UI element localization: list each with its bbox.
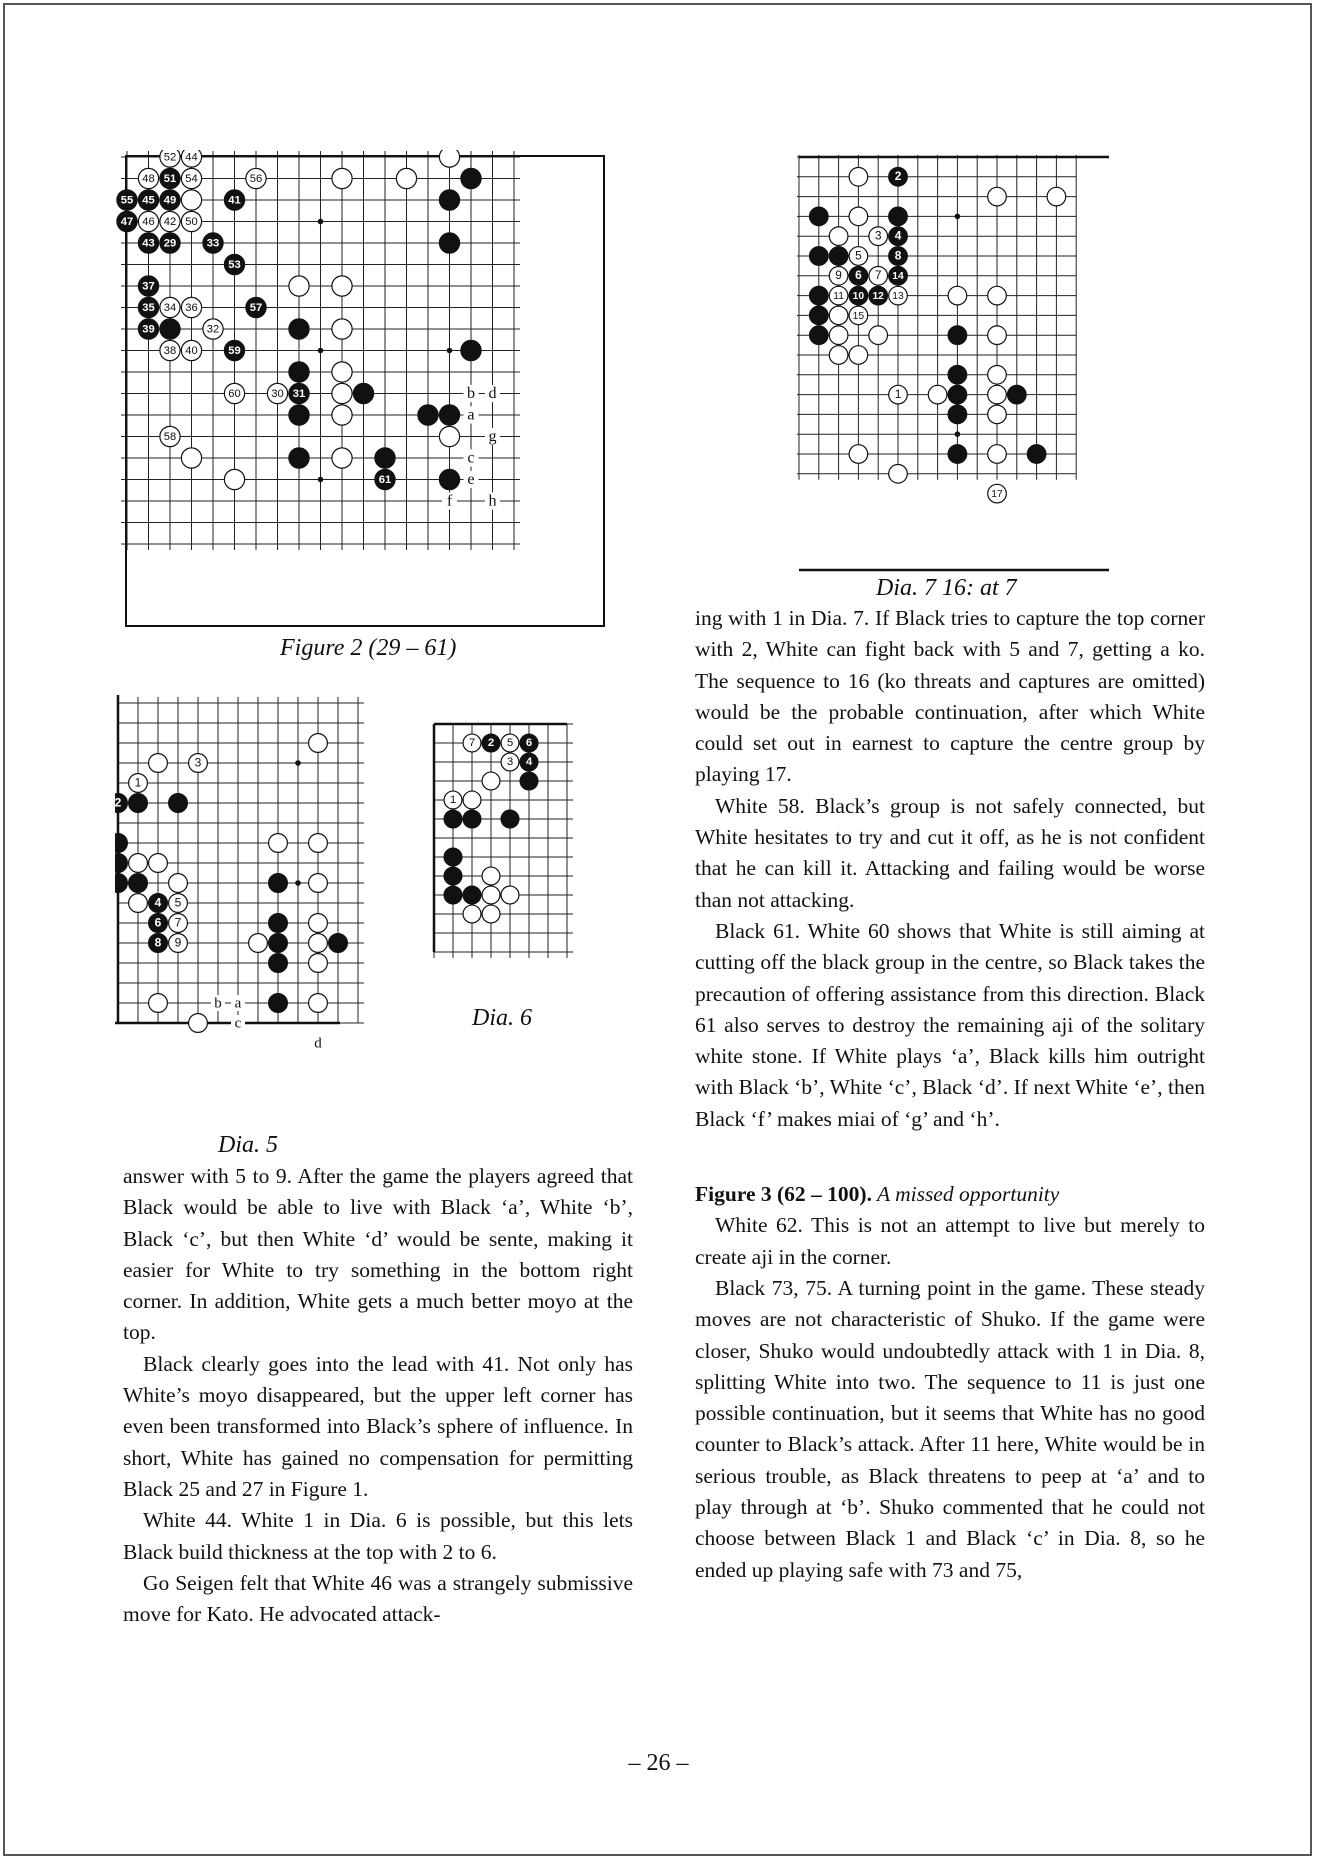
move-number: 57 — [249, 302, 263, 315]
black-stone — [809, 207, 828, 226]
black-stone — [160, 319, 180, 339]
move-number: 9 — [835, 268, 842, 283]
white-stone — [869, 326, 888, 345]
point-label: g — [488, 428, 497, 446]
move-number: 8 — [894, 248, 902, 263]
black-stone — [269, 954, 288, 973]
black-stone — [289, 319, 309, 339]
white-stone — [988, 187, 1007, 206]
black-stone — [203, 233, 223, 253]
figure-2-caption: Figure 2 (29 – 61) — [280, 635, 457, 661]
move-number: 2 — [487, 737, 495, 750]
black-stone — [444, 810, 462, 828]
paragraph: answer with 5 to 9. After the game the players agreed that Black would be able to live with Black ‘a’, White ‘b’, Black ‘c’, but then White ‘d’ would be sente, making it easier for White to try something in the bottom right corner. In addition, White gets a much better moyo at the top. — [123, 1164, 633, 1345]
white-stone — [169, 894, 188, 913]
black-stone — [138, 233, 158, 253]
move-number: 11 — [833, 290, 844, 302]
move-number: 33 — [206, 237, 220, 250]
black-stone — [138, 276, 158, 296]
move-number: 3 — [874, 228, 882, 243]
point-label: f — [446, 492, 453, 510]
move-number: 46 — [142, 216, 155, 229]
move-number: 30 — [271, 388, 284, 401]
move-number: 49 — [163, 194, 177, 207]
black-stone — [138, 319, 158, 339]
white-stone — [138, 211, 158, 231]
black-stone — [439, 233, 459, 253]
black-stone — [375, 469, 395, 489]
white-stone — [501, 734, 519, 752]
dia-5-caption: Dia. 5 — [218, 1132, 278, 1158]
white-stone — [501, 753, 519, 771]
move-number: 1 — [134, 775, 142, 790]
white-stone — [189, 754, 208, 773]
black-stone — [948, 326, 967, 345]
move-number: 8 — [154, 935, 162, 950]
white-stone — [181, 150, 201, 167]
black-stone — [849, 286, 868, 305]
black-stone — [461, 168, 481, 188]
black-stone — [269, 994, 288, 1013]
black-stone — [329, 934, 348, 953]
dia-6-caption: Dia. 6 — [472, 1005, 532, 1031]
section-heading — [695, 1179, 1205, 1210]
black-stone — [353, 383, 373, 403]
move-number: 40 — [185, 345, 198, 358]
white-stone — [181, 190, 201, 210]
black-stone — [520, 772, 538, 790]
white-stone — [928, 385, 947, 404]
black-stone — [849, 266, 868, 285]
white-stone — [829, 306, 848, 325]
white-stone — [849, 247, 868, 266]
page-number: – 26 – — [628, 1750, 689, 1776]
point-label: a — [234, 995, 242, 1012]
black-stone — [501, 810, 519, 828]
white-stone — [482, 867, 500, 885]
dia-7-board — [797, 155, 1112, 580]
move-number: 37 — [142, 280, 155, 293]
white-stone — [829, 286, 848, 305]
white-stone — [269, 834, 288, 853]
black-stone — [117, 190, 137, 210]
black-stone — [809, 286, 828, 305]
white-stone — [463, 791, 481, 809]
move-number: 1 — [449, 794, 457, 807]
black-stone — [948, 445, 967, 464]
point-label: b — [214, 995, 222, 1012]
white-stone — [160, 211, 180, 231]
black-stone — [948, 385, 967, 404]
white-stone — [189, 1014, 208, 1033]
white-stone — [129, 894, 148, 913]
black-stone — [289, 362, 309, 382]
paragraph: Black 61. White 60 shows that White is still aiming at cutting off the black group in the centre, so Black takes the precaution of offering assistance from this direction. Black 61 also serves to destroy the remaining aji of the solitary white stone. If White plays ‘a’, Black kills him outright with Black ‘b’, White ‘c’, Black ‘d’. If next White ‘e’, then Black ‘f’ makes miai of ‘g’ and ‘h’. — [695, 918, 1205, 1131]
right-column-text — [695, 603, 1205, 1586]
white-stone — [988, 484, 1007, 503]
black-stone — [375, 448, 395, 468]
point-label: b — [466, 385, 476, 403]
white-stone — [439, 426, 459, 446]
black-stone — [149, 934, 168, 953]
white-stone — [889, 464, 908, 483]
black-stone — [224, 340, 244, 360]
white-stone — [463, 905, 481, 923]
white-stone — [889, 385, 908, 404]
white-stone — [224, 383, 244, 403]
white-stone — [849, 167, 868, 186]
white-stone — [849, 306, 868, 325]
move-number: 6 — [855, 268, 862, 283]
white-stone — [160, 426, 180, 446]
black-stone — [115, 874, 127, 893]
white-stone — [169, 934, 188, 953]
paragraph: White 44. White 1 in Dia. 6 is possible, but this lets Black build thickness at the top with 2 to 6. — [123, 1508, 633, 1564]
black-stone — [115, 834, 127, 853]
black-stone — [829, 247, 848, 266]
star-point — [295, 760, 301, 766]
white-stone — [482, 886, 500, 904]
white-stone — [869, 227, 888, 246]
black-stone — [889, 167, 908, 186]
point-label: a — [467, 406, 475, 424]
move-number: 60 — [228, 388, 241, 401]
move-number: 2 — [115, 795, 122, 810]
black-stone — [439, 469, 459, 489]
black-stone — [948, 365, 967, 384]
white-stone — [988, 385, 1007, 404]
white-stone — [869, 266, 888, 285]
move-number: 39 — [142, 323, 155, 336]
move-number: 7 — [174, 915, 182, 930]
move-number: 31 — [292, 388, 306, 401]
point-label: d — [488, 385, 497, 403]
black-stone — [809, 247, 828, 266]
white-stone — [829, 346, 848, 365]
move-number: 56 — [249, 173, 263, 186]
dia-5-board — [115, 695, 390, 1120]
left-column-text — [123, 1161, 633, 1630]
black-stone — [160, 168, 180, 188]
move-number: 9 — [174, 935, 182, 950]
black-stone — [444, 886, 462, 904]
move-number: 3 — [506, 756, 514, 769]
black-stone — [889, 207, 908, 226]
white-stone — [829, 266, 848, 285]
paragraph: ing with 1 in Dia. 7. If Black tries to capture the top corner with 2, White can fight back with 5 and 7, getting a ko. The sequence to 16 (ko threats and captures are omitted) would be the probable continuation, after which White could set out in earnest to capture the centre group by playing 17. — [695, 606, 1205, 787]
black-stone — [948, 405, 967, 424]
move-number: 59 — [228, 345, 241, 358]
black-stone — [169, 794, 188, 813]
move-number: 32 — [206, 323, 220, 336]
black-stone — [289, 405, 309, 425]
move-number: 4 — [894, 228, 902, 243]
black-stone — [138, 297, 158, 317]
black-stone — [444, 848, 462, 866]
paragraph: Black clearly goes into the lead with 41. Not only has White’s moyo disappeared, but the upper left corner has even been transformed into Black’s sphere of influence. In short, White has gained no compensation for permitting Black 25 and 27 in Figure 1. — [123, 1351, 633, 1501]
white-stone — [181, 297, 201, 317]
move-number: 42 — [163, 216, 177, 229]
white-stone — [181, 448, 201, 468]
black-stone — [224, 254, 244, 274]
move-number: 47 — [120, 216, 134, 229]
white-stone — [988, 405, 1007, 424]
black-stone — [269, 914, 288, 933]
white-stone — [309, 834, 328, 853]
paragraph: Black 73, 75. A turning point in the game. These steady moves are not characteristic of Shuko. If the game were closer, Shuko would undoubtedly attack with 1 in Dia. 8, splitting White into two. The sequence to 11 is just one possible continuation, but it seems that White has no good counter to Black’s attack. After 11 here, White would be in serious trouble, as Black threatens to peep at ‘a’ and to play through at ‘b’. Shuko commented that he could not choose between Black 1 and Black ‘c’ in Dia. 8, so he ended up playing safe with 73 and 75, — [695, 1275, 1205, 1582]
move-number: 6 — [525, 737, 533, 750]
move-number: 55 — [120, 194, 134, 207]
white-stone — [332, 362, 352, 382]
move-number: 7 — [874, 268, 882, 283]
white-stone — [181, 211, 201, 231]
black-stone — [809, 326, 828, 345]
black-stone — [463, 886, 481, 904]
white-stone — [160, 297, 180, 317]
move-number: 44 — [185, 151, 198, 164]
paragraph: White 58. Black’s group is not safely connected, but White hesitates to try and cut it off, as he is not confident that he can kill it. Attacking and failing would be worse than not attacking. — [695, 793, 1205, 912]
move-number: 52 — [163, 151, 177, 164]
white-stone — [332, 319, 352, 339]
heading-italic: A missed opportunity — [871, 1182, 1060, 1207]
white-stone — [849, 207, 868, 226]
point-label: h — [488, 492, 497, 510]
move-number: 7 — [468, 737, 476, 750]
point-label: e — [467, 471, 475, 489]
white-stone — [309, 874, 328, 893]
move-number: 35 — [142, 302, 155, 315]
move-number: 38 — [163, 345, 177, 358]
move-number: 5 — [855, 248, 862, 263]
move-number: 29 — [163, 237, 177, 250]
star-point — [318, 219, 324, 225]
dia-6-board — [432, 712, 597, 990]
move-number: 14 — [892, 271, 904, 283]
white-stone — [396, 168, 416, 188]
move-number: 1 — [894, 386, 902, 401]
black-stone — [482, 734, 500, 752]
move-number: 50 — [185, 216, 198, 229]
white-stone — [439, 150, 459, 167]
white-stone — [444, 791, 462, 809]
white-stone — [988, 365, 1007, 384]
white-stone — [482, 772, 500, 790]
white-stone — [309, 954, 328, 973]
white-stone — [501, 886, 519, 904]
move-number: 58 — [163, 431, 177, 444]
black-stone — [889, 227, 908, 246]
move-number: 45 — [142, 194, 155, 207]
white-stone — [332, 168, 352, 188]
black-stone — [869, 286, 888, 305]
move-number: 54 — [185, 173, 198, 186]
move-number: 51 — [163, 173, 177, 186]
star-point — [295, 880, 301, 886]
black-stone — [115, 794, 127, 813]
black-stone — [149, 894, 168, 913]
star-point — [318, 477, 324, 483]
black-stone — [224, 190, 244, 210]
white-stone — [829, 326, 848, 345]
white-stone — [332, 276, 352, 296]
white-stone — [149, 994, 168, 1013]
black-stone — [889, 247, 908, 266]
white-stone — [948, 286, 967, 305]
white-stone — [289, 276, 309, 296]
white-stone — [332, 448, 352, 468]
move-number: 15 — [852, 310, 865, 322]
move-number: 53 — [228, 259, 241, 272]
move-number: 12 — [872, 290, 884, 302]
white-stone — [463, 734, 481, 752]
white-stone — [332, 405, 352, 425]
move-number: 17 — [991, 488, 1003, 500]
star-point — [447, 348, 453, 354]
point-label: c — [467, 449, 475, 467]
white-stone — [169, 874, 188, 893]
black-stone — [809, 306, 828, 325]
black-stone — [160, 233, 180, 253]
white-stone — [203, 319, 223, 339]
move-number: 61 — [378, 474, 392, 487]
heading-bold: Figure 3 (62 – 100). — [695, 1182, 872, 1207]
move-number: 48 — [142, 173, 155, 186]
white-stone — [246, 168, 266, 188]
white-stone — [482, 905, 500, 923]
star-point — [955, 431, 961, 437]
move-number: 4 — [154, 895, 162, 910]
black-stone — [117, 211, 137, 231]
white-stone — [309, 914, 328, 933]
black-stone — [149, 914, 168, 933]
white-stone — [149, 854, 168, 873]
black-stone — [439, 190, 459, 210]
black-stone — [418, 405, 438, 425]
white-stone — [988, 326, 1007, 345]
black-stone — [246, 297, 266, 317]
white-stone — [129, 774, 148, 793]
black-stone — [889, 266, 908, 285]
white-stone — [988, 445, 1007, 464]
point-label: c — [234, 1015, 242, 1032]
move-number: 43 — [142, 237, 155, 250]
move-number: 3 — [194, 755, 202, 770]
white-stone — [309, 734, 328, 753]
white-stone — [849, 445, 868, 464]
black-stone — [520, 734, 538, 752]
black-stone — [1007, 385, 1026, 404]
white-stone — [149, 754, 168, 773]
black-stone — [160, 190, 180, 210]
white-stone — [181, 168, 201, 188]
black-stone — [439, 405, 459, 425]
white-stone — [138, 168, 158, 188]
paragraph: White 62. This is not an attempt to live but merely to create aji in the corner. — [695, 1213, 1205, 1269]
white-stone — [224, 469, 244, 489]
white-stone — [332, 383, 352, 403]
move-number: 4 — [525, 756, 533, 769]
move-number: 6 — [154, 915, 162, 930]
black-stone — [129, 794, 148, 813]
white-stone — [309, 934, 328, 953]
black-stone — [129, 874, 148, 893]
move-number: 2 — [894, 169, 902, 184]
white-stone — [249, 934, 268, 953]
paragraph: Go Seigen felt that White 46 was a strangely submissive move for Kato. He advocated attack- — [123, 1570, 633, 1627]
black-stone — [1027, 445, 1046, 464]
move-number: 5 — [506, 737, 514, 750]
black-stone — [444, 867, 462, 885]
white-stone — [169, 914, 188, 933]
black-stone — [289, 448, 309, 468]
move-number: 13 — [892, 290, 904, 302]
white-stone — [889, 286, 908, 305]
white-stone — [181, 340, 201, 360]
dia-7-caption: Dia. 7 16: at 7 — [876, 575, 1017, 601]
star-point — [955, 214, 961, 220]
move-number: 5 — [174, 895, 182, 910]
move-number: 10 — [852, 290, 865, 302]
black-stone — [520, 753, 538, 771]
white-stone — [309, 994, 328, 1013]
move-number: 36 — [185, 302, 198, 315]
move-number: 41 — [228, 194, 241, 207]
white-stone — [129, 854, 148, 873]
black-stone — [289, 383, 309, 403]
white-stone — [267, 383, 287, 403]
white-stone — [1047, 187, 1066, 206]
black-stone — [461, 340, 481, 360]
black-stone — [269, 874, 288, 893]
black-stone — [138, 190, 158, 210]
white-stone — [160, 150, 180, 167]
move-number: 34 — [163, 302, 177, 315]
white-stone — [849, 346, 868, 365]
figure-2-board — [110, 150, 620, 630]
white-stone — [829, 227, 848, 246]
white-stone — [988, 286, 1007, 305]
black-stone — [463, 810, 481, 828]
point-label: d — [314, 1035, 322, 1052]
star-point — [318, 348, 324, 354]
white-stone — [160, 340, 180, 360]
black-stone — [269, 934, 288, 953]
black-stone — [115, 854, 127, 873]
